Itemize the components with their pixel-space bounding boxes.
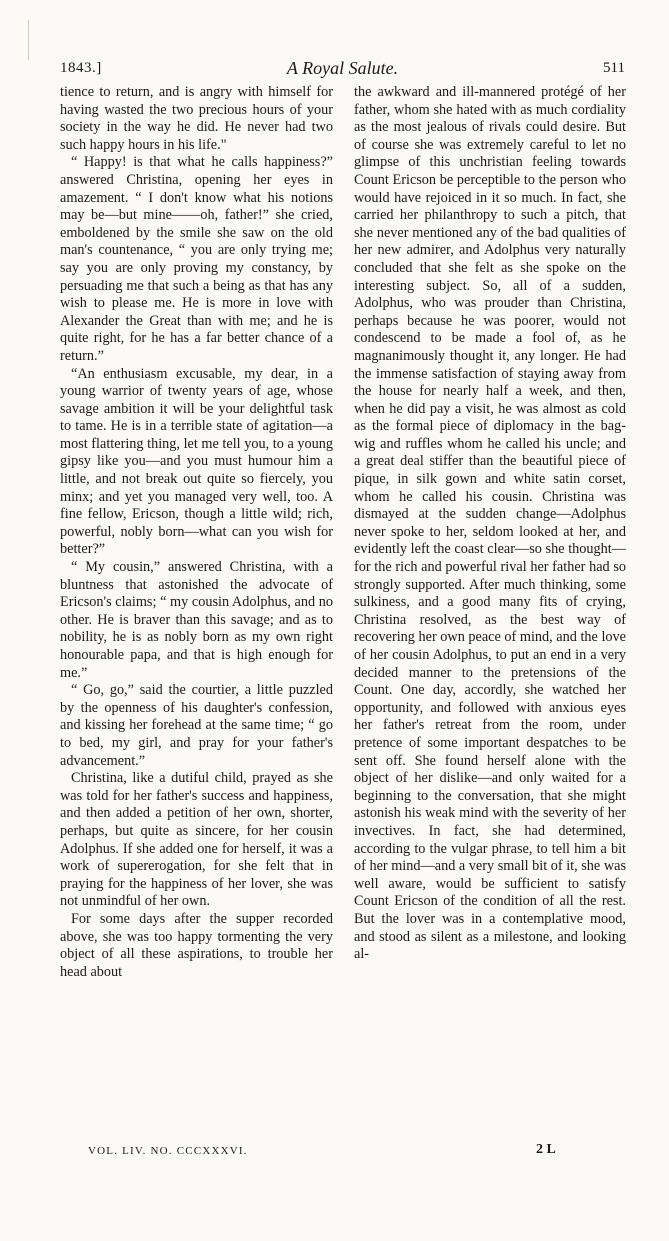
volume-signature: VOL. LIV. NO. CCCXXXVI. [88,1145,248,1157]
paragraph: “An enthusiasm excusable, my dear, in a young warrior of twenty years of age, whose savage ambition it will be your delightful task to tame. He is in a terrible state of agitation—a most flattering thing, let me tell you, to a young gipsy like you—and you must humour him a little, and not break out quite so fiercely, you minx; and yet you managed very well, too. A fine fellow, Ericson, though a little wild; rich, powerful, nobly born—what can you wish for better?” [60,365,333,558]
paragraph: “ Go, go,” said the courtier, a little puzzled by the openness of his daughter's confession, and kissing her forehead at the same time; “ go to bed, my girl, and pray for your father's advancement.” [60,682,333,769]
page-number: 511 [603,60,625,76]
paragraph: Christina, like a dutiful child, prayed as she was told for her father's success and happiness, and then added a petition of her own, shorter, perhaps, but quite as sincere, for her cousin Adolphus. If she added one for herself, it was a work of supererogation, for she felt that in praying for the happiness of her lover, she was not unmindful of her own. [60,770,333,910]
paragraph: tience to return, and is angry with himself for having wasted the two precious hours of your society in the way he did. He never had two such happy hours in his life." [60,84,333,153]
running-header [60,60,625,84]
paragraph: “ Happy! is that what he calls happiness?” answered Christina, opening her eyes in amazement. “ I don't know what his notions may be—but mine——oh, father!” she cried, emboldened by the smile she saw on the old man's countenance, “ you are only trying me; say you are only proving my constancy, by persuading me that such a being as that has any wish to please me. He is more in love with Alexander the Great than with me; and he is quite right, for he has a far better chance of a return.” [60,154,333,364]
page-footer [60,1142,625,1163]
paragraph: “ My cousin,” answered Christina, with a bluntness that astonished the advocate of Ericson's claims; “ my cousin Adolphus, and no other. He is braver than this savage; and as to nobility, he is as nobly born as my own right honourable papa, and that is high enough for me.” [60,559,333,681]
header-year: 1843.] [60,60,102,76]
margin-rule [28,20,29,60]
paragraph: For some days after the supper recorded above, she was too happy tormenting the very object of all these aspirations, to trouble her head about [60,910,333,980]
left-column [60,84,333,981]
right-column [354,84,626,964]
header-title: A Royal Salute. [286,58,399,78]
paragraph: the awkward and ill-mannered protégé of her father, whom she hated with as much cordiality as the most jealous of rivals could desire. But of course she was extremely careful to let no glimpse of this unchristian feeling towards Count Ericson be perceptible to the person who would have rejoiced in it so much. In fact, she carried her philanthropy to such a pitch, that she never mentioned any of the bad qualities of her new admirer, and Adolphus very naturally concluded that she felt as she spoke on the interesting subject. So, all of a sudden, Adolphus, who was prouder than Christina, perhaps because he was poorer, would not condescend to be made a fool of, as he magnanimously thought it, any longer. He had the immense satisfaction of staying away from the house for nearly half a week, and then, when he did pay a visit, he was almost as cold as the formal piece of diplomacy in the bag-wig and ruffles whom he called his uncle; and a great deal stiffer than the beautiful piece of pique, in silk gown and white satin corset, whom he called his cousin. Christina was dismayed at the sudden change—Adolphus never spoke to her, seldom looked at her, and evidently left the coast clear—so she thought—for the rich and powerful rival her father had so strongly supported. After much thinking, some sulkiness, and a good many fits of crying, Christina resolved, as the best way of recovering her own peace of mind, and the love of her cousin Adolphus, to put an end in a very decided manner to the pretensions of the Count. One day, accordly, she watched her opportunity, and followed with anxious eyes her father's retreat from the room, under pretence of some important despatches to be sent off. She found herself alone with the object of her dislike—and only waited for a beginning to the conversation, that she might astonish his weak mind with the severity of her invectives. In fact, she had determined, according to the vulgar phrase, to tell him a bit of her mind—and a very small bit of it, she was well aware, would be sufficient to satisfy Count Ericson of the condition of all the rest. But the lover was in a contemplative mood, and stood as silent as a milestone, and looking al- [354,84,626,963]
sheet-mark: 2 L [536,1142,556,1157]
